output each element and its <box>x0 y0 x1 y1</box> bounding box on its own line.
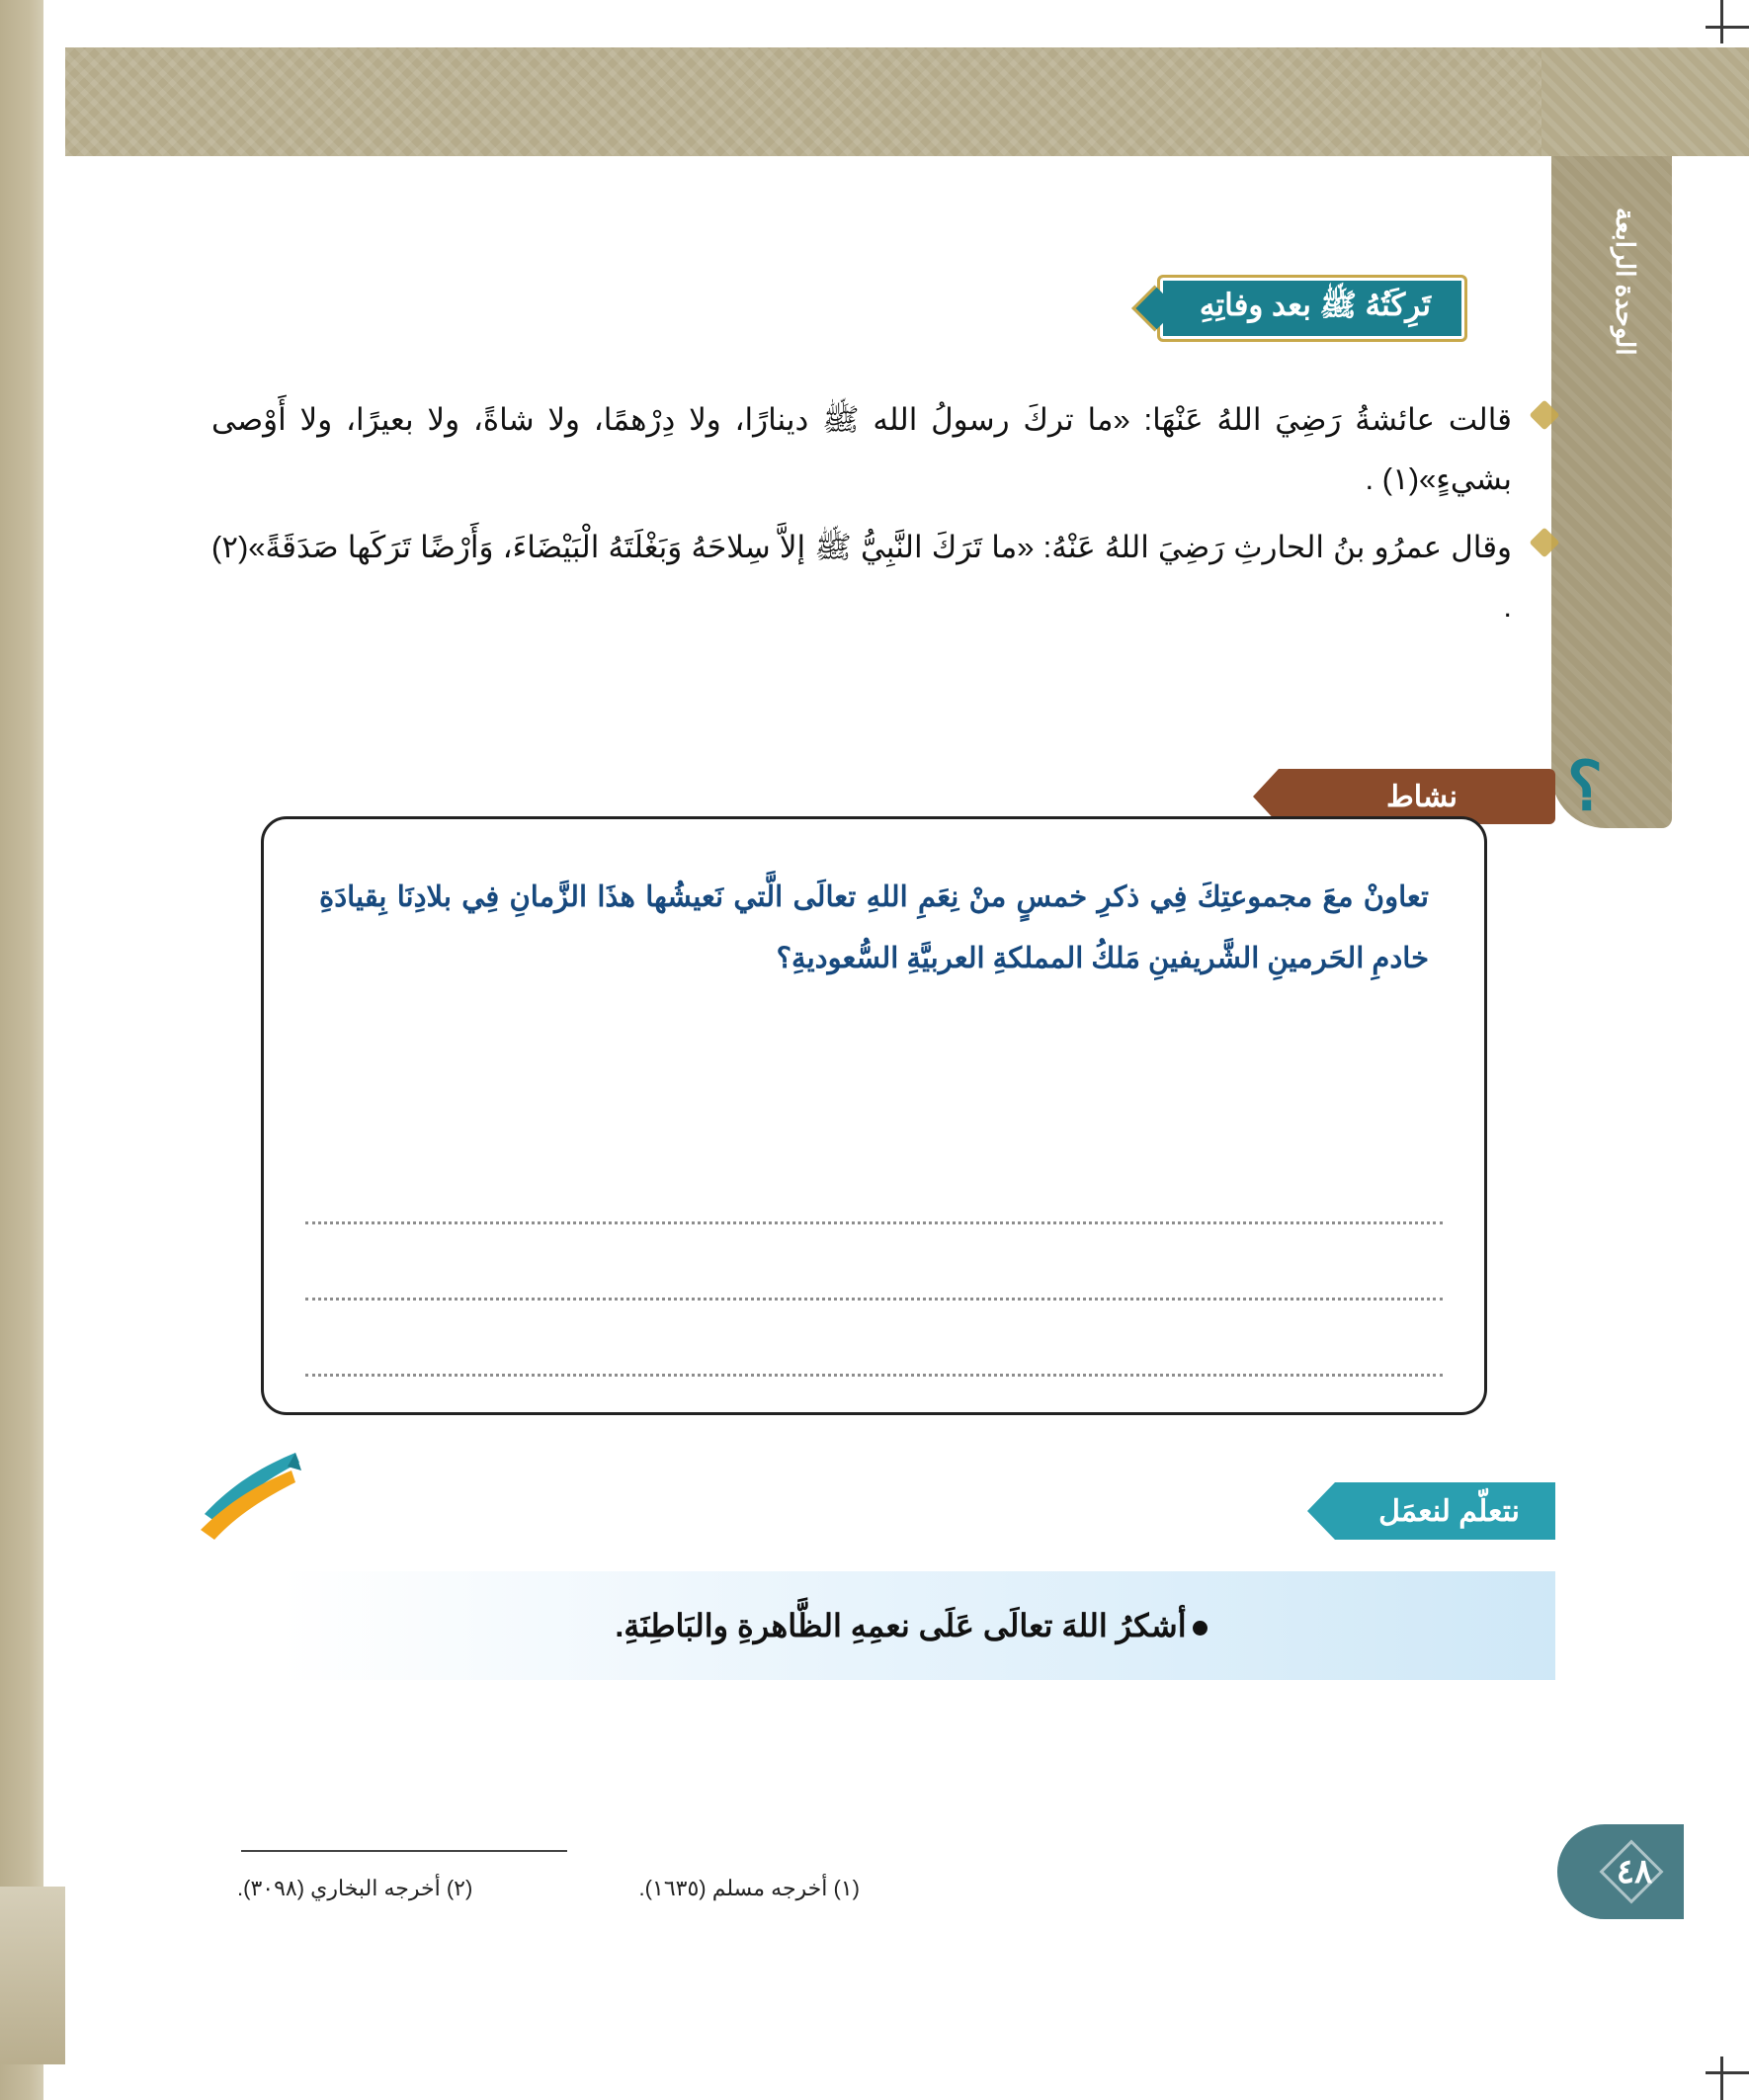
learn-to-act-tab-label: نتعلّم لنعمَل <box>1335 1482 1555 1540</box>
activity-tab-label: نشاط <box>1279 769 1555 824</box>
crop-mark-top-right-horizontal <box>1706 26 1749 29</box>
answer-line[interactable] <box>305 1374 1443 1377</box>
footnote-2: (٢) أخرجه البخاري (٣٠٩٨). <box>237 1876 473 1900</box>
section-title: تَرِكَتُهُ ﷺ بعد وفاتِهِ <box>1157 275 1467 342</box>
activity-answer-area[interactable] <box>305 1221 1443 1377</box>
diamond-bullet-icon <box>1529 527 1559 557</box>
chapter-side-tab <box>1551 156 1672 828</box>
answer-line[interactable] <box>305 1221 1443 1224</box>
footnote-1: (١) أخرجه مسلم (١٦٣٥). <box>638 1876 860 1900</box>
crop-mark-bottom-right-vertical <box>1720 2057 1723 2100</box>
learn-statement-row <box>615 1607 1220 1644</box>
crop-mark-bottom-right-horizontal <box>1706 2071 1749 2074</box>
activity-question-text: تعاونْ معَ مجموعتِكَ فِي ذكرِ خمسٍ منْ نِعَمِ اللهِ تعالَى الَّتي نَعيشُها هذَا الزَّمانِ فِي بلادِنَا بِقيادَةِ خادمِ الحَرمينِ الشَّريفينِ مَلكُ المملكةِ العربيَّةِ السُّعوديةِ؟ <box>319 882 1429 975</box>
activity-box <box>261 816 1487 1415</box>
book-icon <box>193 1445 311 1554</box>
footnote-divider <box>241 1850 567 1852</box>
dot-bullet-icon <box>1193 1621 1208 1636</box>
body-paragraph-text: قالت عائشةُ رَضِيَ اللهُ عَنْهَا: «ما تركَ رسولُ الله ﷺ دينارًا، ولا دِرْهمًا، ولا شاةً، ولا بعيرًا، ولا أَوْصى بشيءٍ»(١) . <box>211 402 1512 497</box>
body-text-block <box>211 390 1555 645</box>
footnotes <box>237 1876 860 1901</box>
left-decorative-band <box>0 0 65 2100</box>
body-paragraph <box>211 518 1555 637</box>
page-number-badge <box>1557 1824 1684 1919</box>
body-paragraph-text: وقال عمرُو بنُ الحارثِ رَضِيَ اللهُ عَنْهُ: «ما تَرَكَ النَّبِيُّ ﷺ إلاَّ سِلاحَهُ وَبَغْلَتَهُ الْبَيْضَاءَ، وَأَرْضًا تَرَكَها صَدَقَةً»(٢) . <box>211 529 1512 625</box>
chapter-side-tab-label: الوحدة الرابعة <box>1611 208 1640 356</box>
learn-to-act-strip <box>281 1571 1555 1680</box>
answer-line[interactable] <box>305 1298 1443 1301</box>
question-mark-icon: ؟ <box>1566 749 1603 824</box>
page-header-band-cap <box>1541 47 1749 156</box>
page-number: ٤٨ <box>1616 1853 1653 1890</box>
page-header-band <box>65 47 1551 156</box>
crop-mark-top-right-vertical <box>1720 0 1723 43</box>
diamond-bullet-icon <box>1529 399 1559 430</box>
left-band-inner-strip <box>43 0 65 2100</box>
body-paragraph <box>211 390 1555 510</box>
bottom-left-decoration <box>0 1887 65 2064</box>
learn-statement-text: أشكرُ اللهَ تعالَى عَلَى نعمِهِ الظَّاهرةِ والبَاطِنَةِ. <box>615 1608 1187 1643</box>
